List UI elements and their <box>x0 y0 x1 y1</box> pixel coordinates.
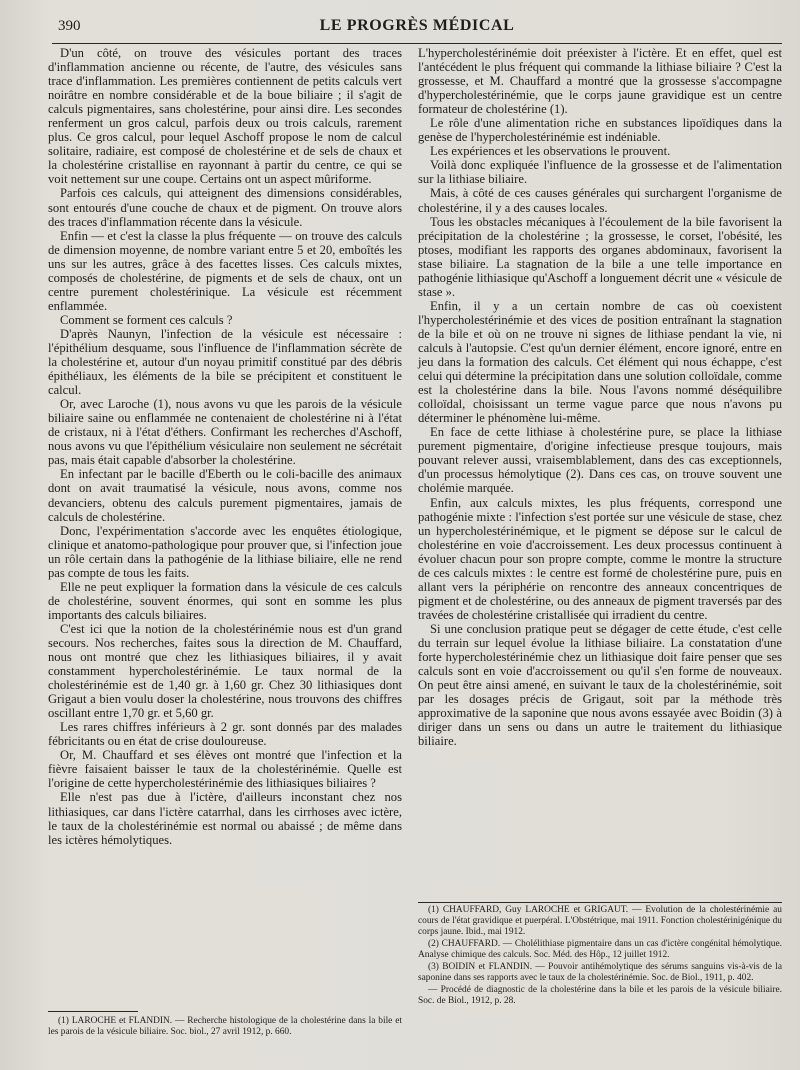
paragraph: En face de cette lithiase à cholestérine pure, se place la lithiase purement pigmentaire, d'origine infectieuse presque toujours, mais pouvant relever aussi, vraisemblablement, dans des cas exceptionnels, d'un processus hémolytique (2). Dans ces cas, on trouve souvent une cholémie marquée. <box>418 425 782 496</box>
paragraph: Or, avec Laroche (1), nous avons vu que les parois de la vésicule biliaire saine ou enflammée ne contenaient de cholestérine ni à l'état de cristaux, ni à l'état d'éthers. Confirmant les recherches d'Aschoff, nous avons vu que l'épithélium vésiculaire non seulement ne sécrétait pas, mais était capable d'absorber la cholestérine. <box>48 397 402 468</box>
paragraph: D'après Naunyn, l'infection de la vésicule est nécessaire : l'épithélium desquame, sous l'influence de l'inflammation sécrète de la cholestérine et, autour d'un noyau primitif constitué par des débris épithéliaux, les éléments de la bile se précipitent et constituent le calcul. <box>48 326 402 398</box>
header-rule <box>52 43 782 44</box>
paragraph: Enfin, aux calculs mixtes, les plus fréquents, correspond une pathogénie mixte : l'infection s'est portée sur une vésicule de stase, chez un hypercholestérinémique, et le pigment se dépose sur le calcul de cholestérine en voie d'accroissement. Les deux processus continuent à évoluer chacun pour son propre compte, comme le montre la structure de ces calculs mixtes : le centre est formé de cholestérine pure, puis en allant vers la périphérie on rencontre des anneaux concentriques de pigment et de cholestérine, ou des anneaux de pigment traversés par des travées de cholestérine cristallisée qui irradient du centre. <box>418 495 782 622</box>
footnote-rule-left <box>48 1011 138 1012</box>
right-column <box>418 46 782 748</box>
paragraph: Enfin — et c'est la classe la plus fréquente — on trouve des calculs de dimension moyenne, de nombre variant entre 5 et 20, emboîtés les uns sur les autres, grâce à des facettes lisses. Ces calculs mixtes, composés de cholestérine, de pigments et de sels de chaux, ont un centre purement cholestérinique. La vésicule est récemment enflammée. <box>48 228 402 313</box>
footnote: (1) LAROCHE et FLANDIN. — Recherche histologique de la cholestérine dans la bile et les parois de la vésicule biliaire. Soc. biol., 27 avril 1912, p. 660. <box>48 1016 402 1038</box>
footnote: — Procédé de diagnostic de la cholestérine dans la bile et les parois de la vésicule biliaire. Soc. de Biol., 1912, p. 28. <box>418 984 782 1007</box>
paragraph: Elle n'est pas due à l'ictère, d'ailleurs inconstant chez nos lithiasiques, car dans l'ictère catarrhal, dans les cirrhoses avec ictère, le taux de la cholestérinémie est normal ou abaissé ; de même dans les ictères hémolytiques. <box>48 790 402 847</box>
page-number: 390 <box>58 18 81 34</box>
footnotes-left <box>48 1016 402 1039</box>
left-column <box>48 46 402 847</box>
paragraph: Donc, l'expérimentation s'accorde avec les enquêtes étiologique, clinique et anatomo-pathologique pour prouver que, si l'infection joue un rôle certain dans la pathogénie de la lithiase biliaire, elle ne rend pas compte de tous les faits. <box>48 523 402 580</box>
paragraph: En infectant par le bacille d'Eberth ou le coli-bacille des animaux dont on avait traumatisé la vésicule, nous avons, comme nos devanciers, obtenu des calculs purement pigmentaires, jamais de calculs de cholestérine. <box>48 467 402 524</box>
paragraph: Comment se forment ces calculs ? <box>60 312 233 327</box>
paragraph: Parfois ces calculs, qui atteignent des dimensions considérables, sont entourés d'une couche de chaux et de pigment. On trouve alors des traces d'inflammation récente dans la vésicule. <box>48 186 402 229</box>
paragraph: Tous les obstacles mécaniques à l'écoulement de la bile favorisent la précipitation de la cholestérine ; la grossesse, le corset, l'obésité, les ptoses, modifiant les rapports des organes abdominaux, favorisent la stase biliaire. La stagnation de la bile a une telle importance en pathogénie lithiasique qu'Aschoff a longuement décrit une « vésicule de stase ». <box>418 214 782 299</box>
footnote-rule-right <box>418 902 782 903</box>
running-title: LE PROGRÈS MÉDICAL <box>319 17 515 34</box>
paragraph: C'est ici que la notion de la cholestérinémie nous est d'un grand secours. Nos recherches, faites sous la direction de M. Chauffard, nous ont montré que chez les lithiasiques biliaires, il y avait constamment hypercholestérinémie. Le taux normal de la cholestérinémie est de 1,40 gr. à 1,60 gr. Chez 30 lithiasiques dont Grigaut a bien voulu doser la cholestérine, nous trouvons des chiffres oscillant entre 1,70 gr. et 5,60 gr. <box>48 621 402 721</box>
page-header <box>52 14 782 44</box>
footnote: (3) BOIDIN et FLANDIN. — Pouvoir antihémolytique des sérums sanguins vis-à-vis de la saponine dans ses rapports avec le taux de la cholestérinémie. Soc. de Biol., 1911, p. 402. <box>418 962 782 984</box>
paragraph: Elle ne peut expliquer la formation dans la vésicule de ces calculs de cholestérine, souvent énormes, qui sont en somme les plus importants des calculs biliaires. <box>48 579 402 622</box>
footnotes-right <box>418 905 782 1008</box>
paragraph: Les rares chiffres inférieurs à 2 gr. sont donnés par des malades fébricitants ou en état de crise douloureuse. <box>48 720 402 749</box>
paragraph: L'hypercholestérinémie doit préexister à l'ictère. Et en effet, quel est l'antécédent le plus fréquent qui commande la lithiase biliaire ? C'est la grossesse, et M. Chauffard a montré que la grossesse s'accompagne d'hypercholestérinémie, que le corps jaune gravidique est un centre formateur de cholestérine (1). <box>418 46 782 117</box>
paragraph: Mais, à côté de ces causes générales qui surchargent l'organisme de cholestérine, il y a des causes locales. <box>418 186 782 215</box>
paragraph: D'un côté, on trouve des vésicules portant des traces d'inflammation ancienne ou récente, de l'autre, des vésicules sans trace d'inflammation. Les premières contiennent de petits calculs vert noirâtre en nombre considérable et de la boue biliaire ; il s'agit de calculs pigmentaires, sans cholestérine, pour ainsi dire. Les secondes renferment un gros calcul, parfois deux ou trois calculs, rarement plus. Ce gros calcul, pour lequel Aschoff propose le nom de calcul solitaire, radiaire, est composé de cholestérine et de sels de chaux et la cholestérine cristallise en rayonnant à partir du centre, ce qui se voit nettement sur une coupe. Certains ont un aspect mûriforme. <box>48 46 402 187</box>
footnote: (2) CHAUFFARD. — Cholélithiase pigmentaire dans un cas d'ictère congénital hémolytique. Analyse chimique des calculs. Soc. Méd. des Hôp., 12 juillet 1912. <box>418 939 782 961</box>
paragraph: Les expériences et les observations le prouvent. <box>430 144 671 159</box>
paragraph: Or, M. Chauffard et ses élèves ont montré que l'infection et la fièvre faisaient baisser le taux de la cholestérinémie. Quelle est l'origine de cette hypercholestérinémie des lithiasiques biliaires ? <box>48 748 402 791</box>
paragraph: Le rôle d'une alimentation riche en substances lipoïdiques dans la genèse de l'hypercholestérinémie est indéniable. <box>418 116 782 145</box>
paragraph: Enfin, il y a un certain nombre de cas où coexistent l'hypercholestérinémie et des vices de position entraînant la stagnation de la bile et où on ne trouve ni signes de lithiase pendant la vie, ni calculs à l'autopsie. C'est qu'un dernier élément, encore ignoré, entre en jeu dans la formation des calculs. Cet élément qui nous échappe, c'est celui qui détermine la précipitation dans une solution colloïdale, comme est la cholestérine dans la bile. Nous l'avons nommé déséquilibre colloïdal, choisissant un terme vague parce que nous n'avons pu déterminer le phénomène lui-même. <box>418 298 782 426</box>
paragraph: Si une conclusion pratique peut se dégager de cette étude, c'est celle du terrain sur lequel évolue la lithiase biliaire. La constatation d'une forte hypercholestérinémie chez un lithiasique doit faire penser que ses calculs sont en voie d'accroissement ou qu'il s'en forme de nouveaux. On peut être ainsi amené, en suivant le taux de la cholestérinémie, soit par les dosages précis de Grigaut, soit par la méthode très approximative de la saponine que nous avons essayée avec Boidin (3) à diriger dans un sens ou dans un autre le traitement du lithiasique biliaire. <box>418 621 782 749</box>
paragraph: Voilà donc expliquée l'influence de la grossesse et de l'alimentation sur la lithiase biliaire. <box>418 158 782 187</box>
footnote: (1) CHAUFFARD, Guy LAROCHE et GRIGAUT. — Evolution de la cholestérinémie au cours de l'état gravidique et puerpéral. L'Obstétrique, mai 1911. Fonction cholestérinigénique du corps jaune. Ibid., mai 1912. <box>418 905 782 938</box>
